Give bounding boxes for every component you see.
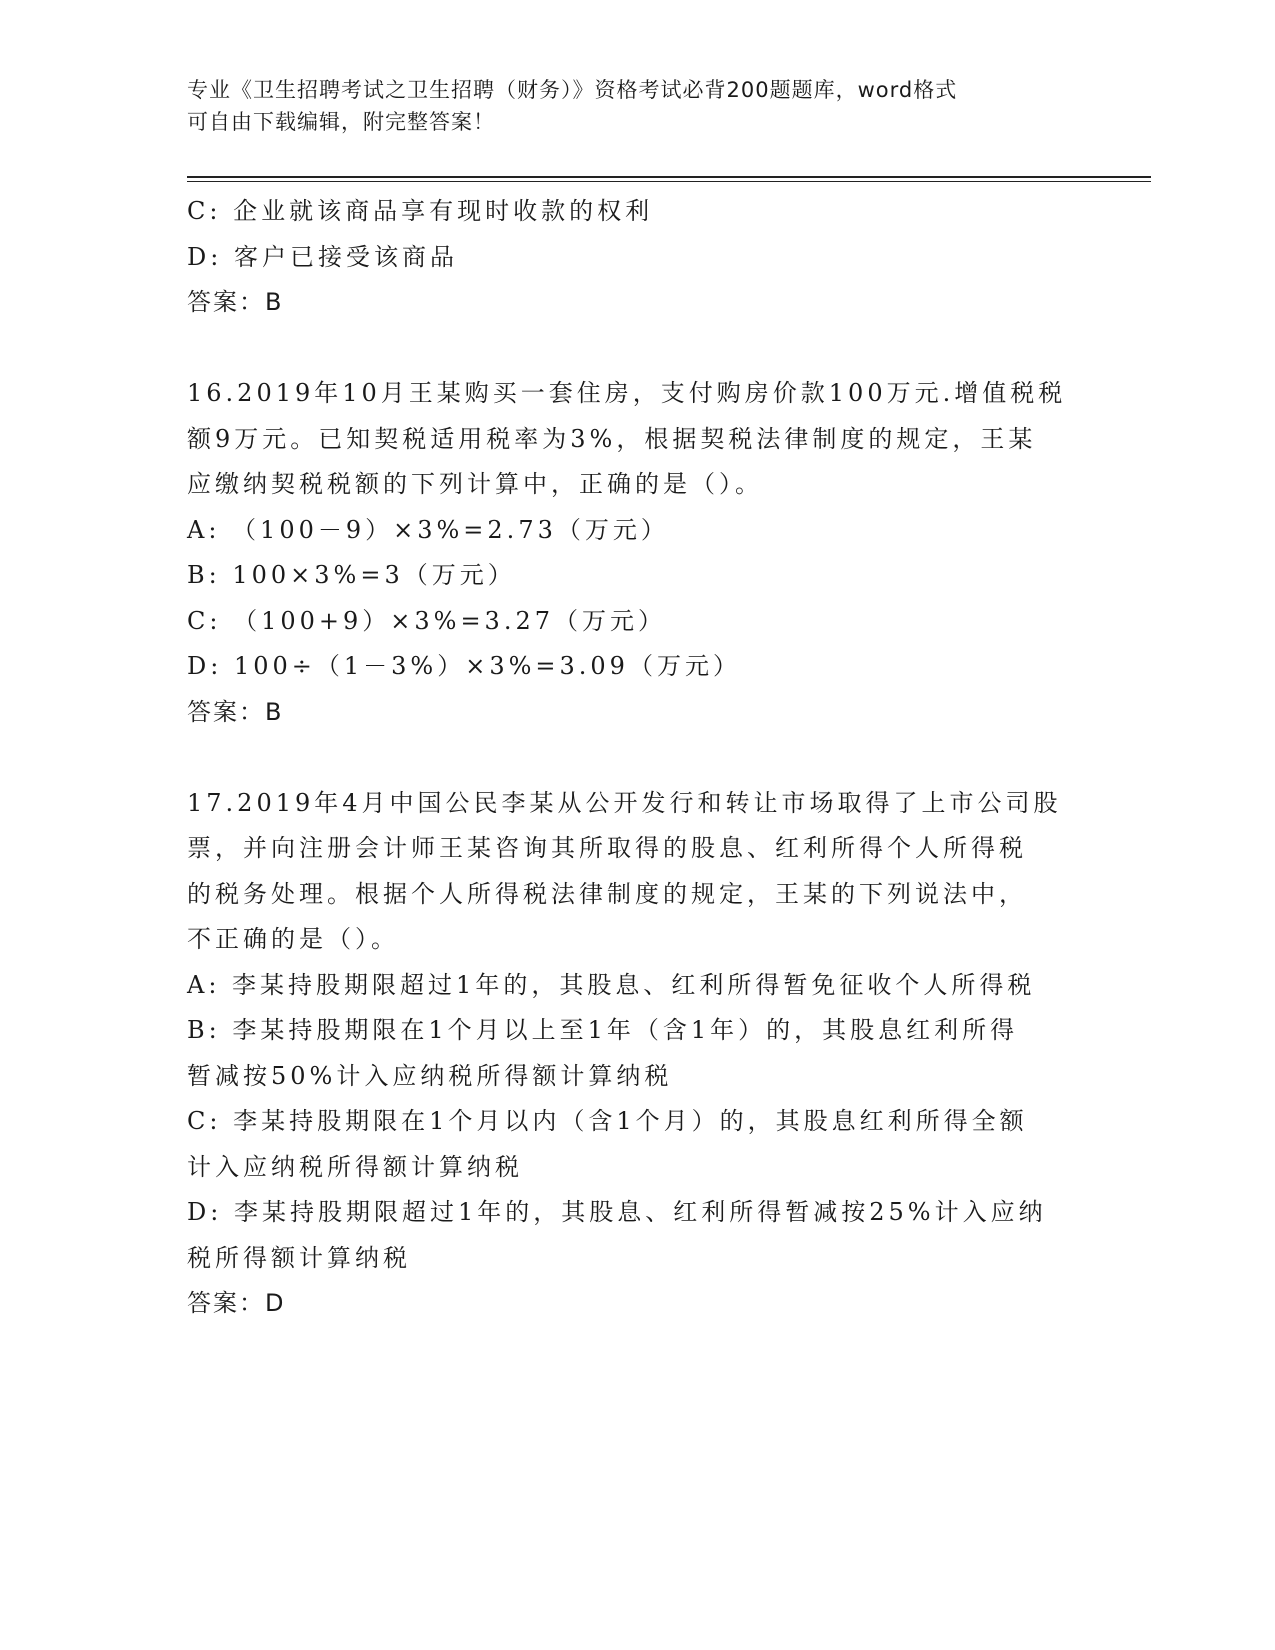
answer-line: 答案：B <box>187 697 284 726</box>
header-line-2: 可自由下载编辑，附完整答案！ <box>187 110 495 134</box>
option-b: B: 李某持股期限在1个月以上至1年（含1年）的，其股息红利所得 <box>187 1016 1019 1044</box>
question-16 <box>187 371 1087 735</box>
option-d: D: 客户已接受该商品 <box>187 242 458 271</box>
question-stem-line: 17.2019年4月中国公民李某从公开发行和转让市场取得了上市公司股 <box>187 788 1062 817</box>
document-body <box>187 189 1087 1327</box>
option-c: C: （100+9）×3%=3.27（万元） <box>187 606 666 635</box>
option-a: A: 李某持股期限超过1年的，其股息、红利所得暂免征收个人所得税 <box>187 970 1036 999</box>
option-d: D: 李某持股期限超过1年的，其股息、红利所得暂减按25%计入应纳 <box>187 1198 1047 1226</box>
answer-line: 答案：D <box>187 1289 286 1317</box>
option-c-continued: 计入应纳税所得额计算纳税 <box>187 1152 523 1181</box>
option-c: C: 李某持股期限在1个月以内（含1个月）的，其股息红利所得全额 <box>187 1107 1028 1135</box>
option-a: A: （100－9）×3%=2.73（万元） <box>187 515 669 544</box>
option-c: C: 企业就该商品享有现时收款的权利 <box>187 197 654 225</box>
header-divider <box>187 176 1151 182</box>
option-d: D: 100÷（1－3%）×3%=3.09（万元） <box>187 652 741 680</box>
question-stem-line: 不正确的是（）。 <box>187 925 399 953</box>
question-stem-line: 票，并向注册会计师王某咨询其所取得的股息、红利所得个人所得税 <box>187 834 1027 862</box>
option-b-continued: 暂减按50%计入应纳税所得额计算纳税 <box>187 1061 673 1090</box>
spacer <box>187 735 1087 781</box>
document-header <box>187 74 1067 138</box>
option-b: B: 100×3%=3（万元） <box>187 561 516 589</box>
question-stem-line: 16.2019年10月王某购买一套住房，支付购房价款100万元.增值税税 <box>187 379 1067 407</box>
question-17 <box>187 781 1087 1327</box>
option-d-continued: 税所得额计算纳税 <box>187 1243 411 1272</box>
question-stem-line: 应缴纳契税税额的下列计算中，正确的是（）。 <box>187 470 763 498</box>
question-15-tail <box>187 189 1087 326</box>
spacer <box>187 326 1087 372</box>
header-line-1: 专业《卫生招聘考试之卫生招聘（财务）》资格考试必背200题题库，word格式 <box>187 78 958 102</box>
question-stem-line: 额9万元。已知契税适用税率为3%，根据契税法律制度的规定，王某 <box>187 424 1037 453</box>
question-stem-line: 的税务处理。根据个人所得税法律制度的规定，王某的下列说法中， <box>187 879 1027 908</box>
answer-line: 答案：B <box>187 288 284 316</box>
